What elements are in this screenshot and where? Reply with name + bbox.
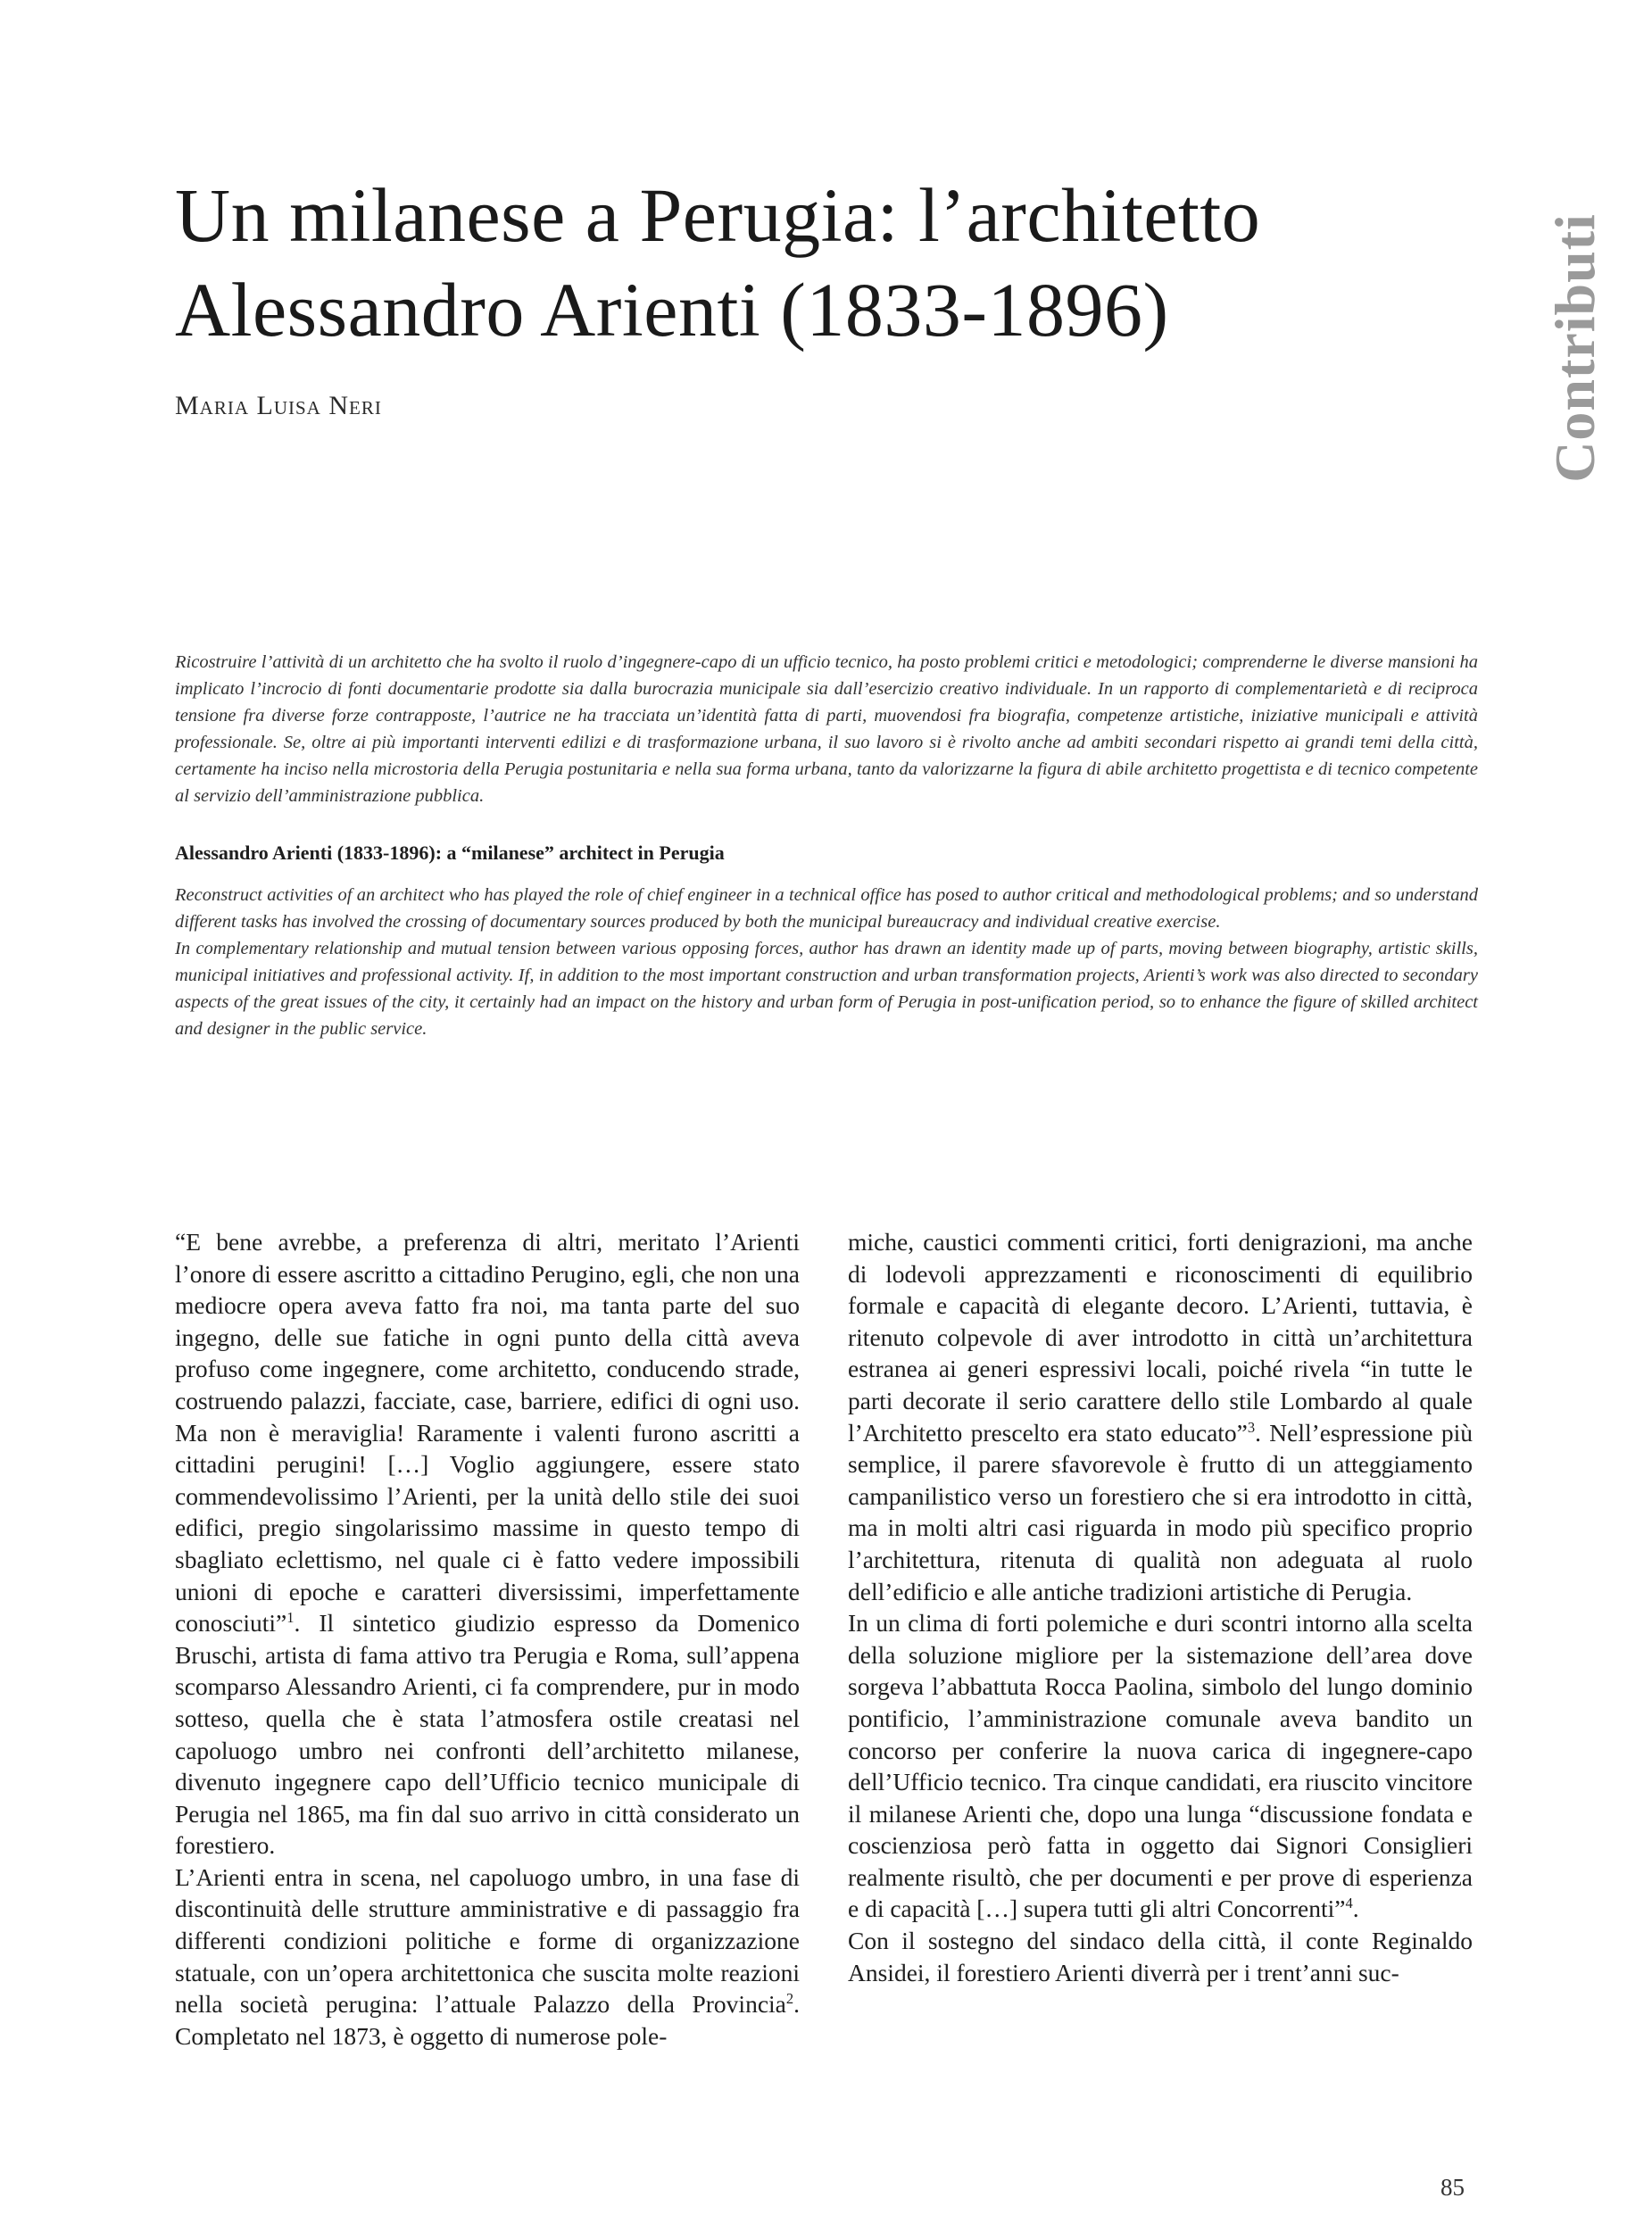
body-paragraph (175, 1862, 800, 2052)
abstract-english-p2: In complementary relationship and mutual tension between various opposing forces, author has drawn an identity made up of parts, moving between biography, artistic skills, municipal initiatives and professional activity. If, in addition to the most important construction and urban transformation projects, Arienti’s work was also directed to secondary aspects of the great issues of the city, it certainly had an impact on the history and urban form of Perugia in post-unification period, so to enhance the figure of skilled architect and designer in the public service. (175, 939, 1478, 1039)
article-title (175, 168, 1514, 357)
body-text: . (1352, 1895, 1359, 1923)
english-title: Alessandro Arienti (1833-1896): a “milanese” architect in Perugia (175, 842, 725, 864)
body-paragraph (848, 1607, 1473, 1925)
body-text: . Nell’espressione più semplice, il parere sfavorevole è frutto di un atteggiamento campanilistico verso un forestiero che si era introdotto in città, ma in molti altri casi riguarda in modo più specifico proprio l’architettura, ritenuta di qualità non adeguata al ruolo dell’edificio e alle antiche tradizioni artistiche di Perugia. (848, 1418, 1473, 1605)
section-label-text: Contributi (1543, 213, 1606, 483)
footnote-ref[interactable]: 4 (1345, 1895, 1353, 1912)
body-paragraph (175, 1226, 800, 1862)
footnote-ref[interactable]: 1 (286, 1608, 295, 1626)
body-text: In un clima di forti polemiche e duri scontri intorno alla scelta della soluzione migliore per la sistemazione dell’area dove sorgeva l’abbattuta Rocca Paolina, simbolo del lungo dominio pontificio, l’amministrazione comunale aveva bandito un concorso per conferire la nuova carica di ingegnere-capo dell’Ufficio tecnico. Tra cinque candidati, era riuscito vincitore il milanese Arienti che, dopo una lunga “discussione fondata e coscienziosa però fatta in oggetto dai Signori Consiglieri realmente risultò, che per documenti e per prove di esperienza e di capacità […] supera tutti gli altri Concorrenti” (848, 1609, 1473, 1923)
author-name: Maria Luisa Neri (175, 391, 382, 420)
section-label (1535, 210, 1615, 486)
title-line-1: Un milanese a Perugia: l’architetto (175, 172, 1261, 258)
abstract-italian: Ricostruire l’attività di un architetto che ha svolto il ruolo d’ingegnere-capo di un ufficio tecnico, ha posto problemi critici e metodologici; comprenderne le diverse mansioni ha implicato l’incrocio di fonti documentarie prodotte sia dalla burocrazia municipale sia dall’esercizio creativo individuale. In un rapporto di complementarietà e di reciproca tensione fra diverse forze contrapposte, l’autrice ne ha tracciata un’identità fatta di parti, muovendosi fra biografia, competenze artistiche, iniziative municipali e attività professionale. Se, oltre ai più importanti interventi edilizi e di trasformazione urbana, il suo lavoro si è rivolto anche ad ambiti secondari rispetto ai grandi temi della città, certamente ha inciso nella microstoria della Perugia postunitaria e nella sua forma urbana, tanto da valorizzarne la figura di abile architetto progettista e di tecnico competente al servizio dell’amministrazione pubblica. (175, 652, 1478, 806)
body-text: “E bene avrebbe, a preferenza di altri, meritato l’Arienti l’onore di essere ascritto a cittadino Perugino, egli, che non una mediocre opera aveva fatto fra noi, ma tanta parte del suo ingegno, delle sue fatiche in ogni punto della città aveva profuso come ingegnere, come architetto, conducendo strade, costruendo palazzi, facciate, case, barriere, edifici di ogni uso. Ma non è meraviglia! Raramente i valenti furono ascritti a cittadini perugini! […] Voglio aggiungere, essere stato commendevolissimo l’Arienti, per la unità dello stile dei suoi edifici, pregio singolarissimo massime in questo tempo di sbagliato eclettismo, nel quale ci è fatto vedere impossibili unioni di epoche e caratteri diversissimi, imperfettamente conosciuti” (175, 1228, 800, 1638)
body-paragraph: Con il sostegno del sindaco della città, il conte Reginaldo Ansidei, il forestiero Arienti diverrà per i trent’anni suc- (848, 1927, 1473, 1986)
body-text: miche, caustici commenti critici, forti denigrazioni, ma anche di lodevoli apprezzamenti e riconoscimenti di equilibrio formale e capacità di elegante decoro. L’Arienti, tuttavia, è ritenuto colpevole di aver introdotto in città un’architettura estranea ai generi espressivi locali, poiché rivela “in tutte le parti decorate il serio carattere dello stile Lombardo al quale l’Architetto prescelto era stato educato” (848, 1228, 1473, 1447)
body-text: . Completato nel 1873, è oggetto di numerose pole- (175, 1990, 800, 2050)
footnote-ref[interactable]: 2 (785, 1990, 794, 2008)
abstract-english-p1: Reconstruct activities of an architect who has played the role of chief engineer in a technical office has posed to author critical and methodological problems; and so understand different tasks has involved the crossing of documentary sources produced by both the municipal bureaucracy and individual creative exercise. (175, 885, 1478, 932)
body-paragraph (848, 1226, 1473, 1607)
page-number: 85 (1440, 2174, 1465, 2201)
body-text: L’Arienti entra in scena, nel capoluogo umbro, in una fase di discontinuità delle strutture amministrative e di passaggio fra differenti condizioni politiche e forme di organizzazione statuale, con un’opera architettonica che suscita molte reazioni nella società perugina: l’attuale Palazzo della Provincia (175, 1862, 800, 2019)
body-text: . Il sintetico giudizio espresso da Domenico Bruschi, artista di fama attivo tra Perugia e Roma, sull’appena scomparso Alessandro Arienti, ci fa comprendere, pur in modo sotteso, quella che è stata l’atmosfera ostile creatasi nel capoluogo umbro nei confronti dell’architetto milanese, divenuto ingegnere capo dell’Ufficio tecnico municipale di Perugia nel 1865, ma fin dal suo arrivo in città considerato un forestiero. (175, 1609, 800, 1860)
body-column-right (848, 1226, 1473, 1988)
abstract-english (175, 882, 1478, 1042)
footnote-ref[interactable]: 3 (1247, 1418, 1256, 1436)
body-column-left (175, 1226, 800, 2052)
title-line-2: Alessandro Arienti (1833-1896) (175, 267, 1169, 352)
